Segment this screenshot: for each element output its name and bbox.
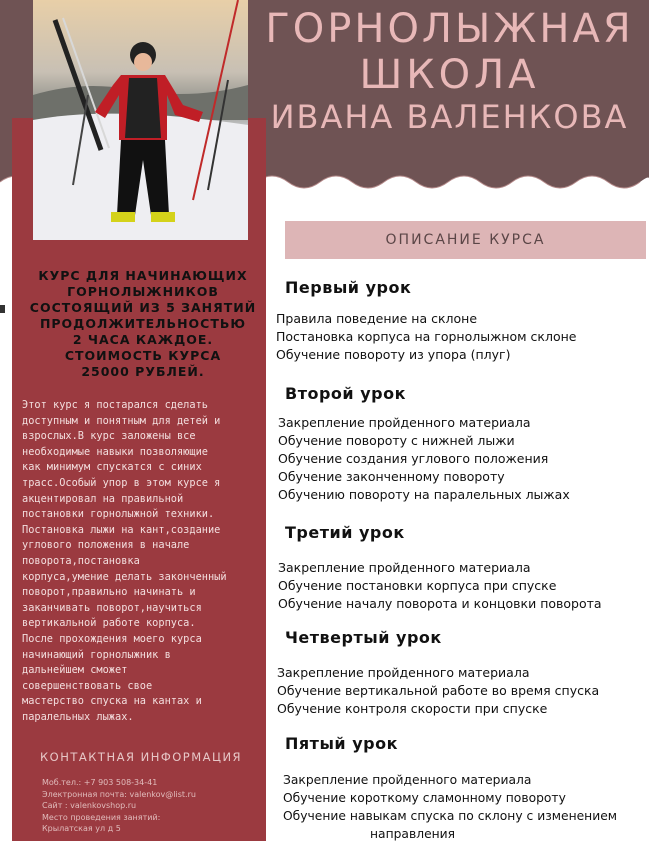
about-line: дальнейшем сможет xyxy=(22,664,128,677)
lesson-item: Обучение постановки корпуса при спуске xyxy=(278,578,557,593)
summary-line: СОСТОЯЩИЙ ИЗ 5 ЗАНЯТИЙ xyxy=(29,300,257,315)
lesson-item: направления xyxy=(370,827,456,841)
about-line: углового положения в начале xyxy=(22,539,190,552)
about-line: начинающий горнолыжник в xyxy=(22,648,171,661)
lesson-item: Обучение контроля скорости при спуске xyxy=(277,701,548,716)
about-line: паралельных лыжах. xyxy=(22,710,134,723)
lesson-item: Правила поведение на склоне xyxy=(276,311,478,326)
about-line: После прохождения моего курса xyxy=(22,632,202,645)
about-line: совершенствовать свое xyxy=(22,679,153,692)
about-line: доступным и понятным для детей и xyxy=(22,414,221,427)
lesson-item: Обучение повороту из упора (плуг) xyxy=(276,347,511,362)
summary-line: СТОИМОСТЬ КУРСА xyxy=(64,348,222,363)
about-line: заканчивать поворот,научиться xyxy=(22,601,202,614)
course-description-banner: ОПИСАНИЕ КУРСА xyxy=(285,221,646,259)
about-line: корпуса,умение делать законченный xyxy=(22,570,227,583)
contact-info xyxy=(42,777,196,835)
title-line-2: ШКОЛА xyxy=(359,52,540,98)
title-line-1: ГОРНОЛЫЖНАЯ xyxy=(265,6,634,52)
summary-line: 25000 РУБЛЕЙ. xyxy=(81,364,205,379)
about-line: как минимум спускатся с синих xyxy=(22,461,202,474)
about-line: акцентировал на правильной xyxy=(22,492,184,505)
lesson-4-title: Четвертый урок xyxy=(285,628,442,647)
lesson-4-items xyxy=(277,664,599,718)
lesson-5-title: Пятый урок xyxy=(285,734,398,753)
summary-line: КУРС ДЛЯ НАЧИНАЮЩИХ xyxy=(38,268,248,283)
course-about-text xyxy=(22,398,267,725)
lesson-2-title: Второй урок xyxy=(285,384,406,403)
about-line: мастерство спуска на кантах и xyxy=(22,695,202,708)
title-line-3: ИВАНА ВАЛЕНКОВА xyxy=(270,98,629,136)
lesson-2-items xyxy=(278,414,570,504)
lesson-1-items xyxy=(276,310,576,364)
lesson-item: Обучение короткому сламонному повороту xyxy=(283,791,566,805)
lesson-item: Закрепление пройденного материала xyxy=(283,773,532,787)
about-line: трасс.Особый упор в этом курсе я xyxy=(22,476,221,489)
contact-phone: Моб.тел.: +7 903 508-34-41 xyxy=(42,778,158,787)
about-line: взрослых.В курс заложены все xyxy=(22,430,196,443)
contact-address: Крылатская ул д 5 xyxy=(42,824,121,833)
lesson-item: Закрепление пройденного материала xyxy=(278,415,531,430)
lesson-item: Обучение вертикальной работе во время спуска xyxy=(277,683,600,698)
contact-email: Электронная почта: valenkov@list.ru xyxy=(42,789,196,799)
about-line: поворот,правильно начинать и xyxy=(22,586,196,599)
lesson-item: Постановка корпуса на горнолыжном склоне xyxy=(276,329,577,344)
summary-line: ПРОДОЛЖИТЕЛЬНОСТЬЮ xyxy=(39,316,247,331)
lesson-item: Закрепление пройденного материала xyxy=(278,560,531,575)
lesson-1-title: Первый урок xyxy=(285,278,412,297)
lesson-5-items xyxy=(283,771,617,843)
about-line: необходимые навыки позволяющие xyxy=(22,445,208,458)
lesson-item: Обучение началу поворота и концовки поворота xyxy=(278,596,602,611)
about-line: постановки горнолыжной техники. xyxy=(22,508,215,521)
course-summary xyxy=(28,268,258,380)
edge-marker xyxy=(0,305,5,313)
lesson-item: Обучение создания углового положения xyxy=(278,451,549,466)
lesson-3-title: Третий урок xyxy=(285,523,405,542)
lesson-item: Обучению повороту на паралельных лыжах xyxy=(278,487,570,502)
lesson-item: Обучение законченному повороту xyxy=(278,469,505,484)
contact-heading: КОНТАКТНАЯ ИНФОРМАЦИЯ xyxy=(40,750,243,764)
about-line: вертикальной работе корпуса. xyxy=(22,617,196,630)
contact-site: Сайт : valenkovshop.ru xyxy=(42,801,137,810)
lesson-item: Обучение навыкам спуска по склону с изменением xyxy=(283,809,618,823)
skier-photo xyxy=(33,0,248,240)
summary-line: ГОРНОЛЫЖНИКОВ xyxy=(67,284,219,299)
lesson-item: Обучение повороту с нижней лыжи xyxy=(278,433,515,448)
summary-line: 2 ЧАСА КАЖДОЕ. xyxy=(72,332,214,347)
lesson-3-items xyxy=(278,559,602,613)
about-line: Этот курс я постарался сделать xyxy=(22,399,208,411)
about-line: Постановка лыжи на кант,создание xyxy=(22,523,221,536)
contact-location-label: Место проведения занятий: xyxy=(42,812,161,822)
about-line: поворота,постановка xyxy=(22,554,140,567)
lesson-item: Закрепление пройденного материала xyxy=(277,665,530,680)
